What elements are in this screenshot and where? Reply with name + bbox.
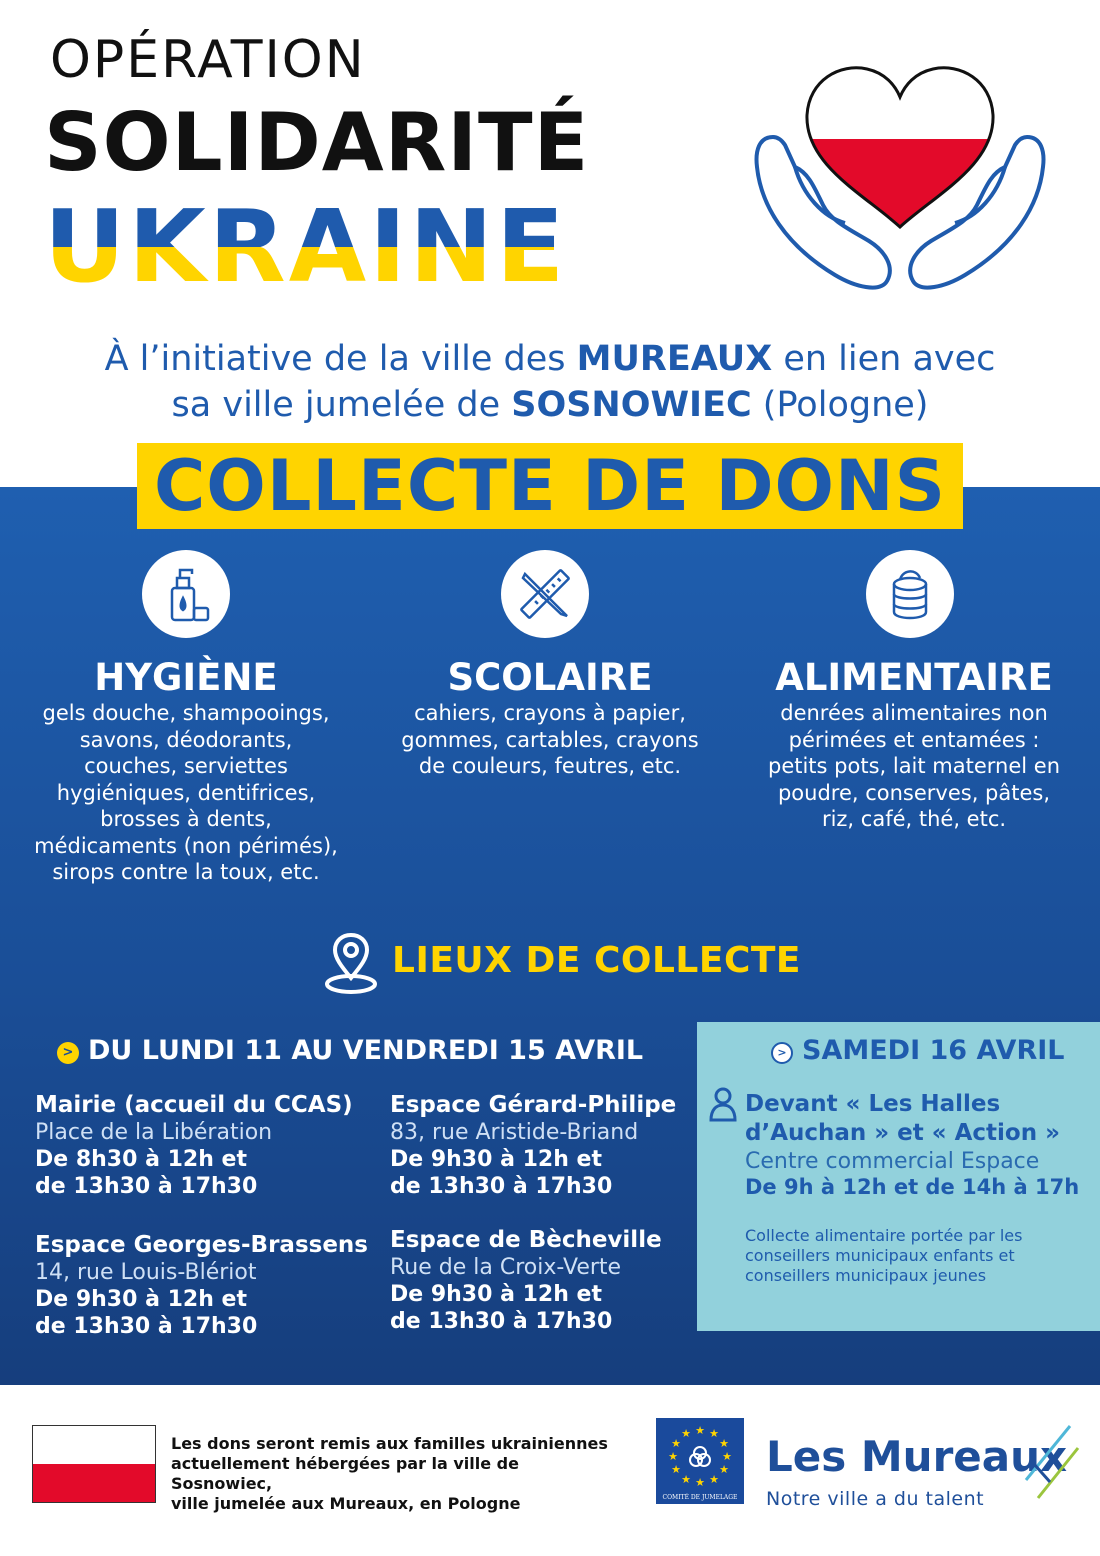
svg-text:★: ★ bbox=[671, 1437, 681, 1450]
soap-bottle-icon bbox=[142, 550, 230, 638]
saturday-note: Collecte alimentaire portée par les conseillers municipaux enfants et conseillers municipaux jeunes bbox=[745, 1226, 1023, 1285]
saturday-title: SAMEDI 16 AVRIL bbox=[802, 1035, 1065, 1066]
title-operation: OPÉRATION bbox=[50, 30, 366, 90]
title-ukraine: UKRAINE bbox=[44, 188, 568, 305]
svg-text:★: ★ bbox=[709, 1473, 719, 1486]
pencil-ruler-icon bbox=[501, 550, 589, 638]
svg-text:★: ★ bbox=[668, 1450, 678, 1463]
svg-text:★: ★ bbox=[719, 1463, 729, 1476]
location-pin-icon bbox=[323, 932, 379, 996]
saturday-place: Devant « Les Halles d’Auchan » et « Action » bbox=[745, 1091, 1060, 1146]
eu-caption: COMITÉ DE JUMELAGE bbox=[662, 1494, 738, 1501]
city-sosnowiec: SOSNOWIEC bbox=[511, 385, 752, 425]
week-title: DU LUNDI 11 AU VENDREDI 15 AVRIL bbox=[88, 1035, 644, 1066]
svg-text:★: ★ bbox=[709, 1427, 719, 1440]
collecte-banner bbox=[137, 443, 963, 529]
category-title-hygiene: HYGIÈNE bbox=[94, 656, 278, 699]
svg-text:★: ★ bbox=[681, 1427, 691, 1440]
saturday-center: Centre commercial Espace bbox=[745, 1149, 1040, 1174]
category-desc-alimentaire: denrées alimentaires non périmées et entamées : petits pots, lait maternel en poudre, conserves, pâtes, riz, café, thé, etc. bbox=[767, 701, 1061, 831]
svg-text:★: ★ bbox=[695, 1476, 705, 1489]
city-mureaux: MUREAUX bbox=[576, 339, 773, 379]
place-gerard-philipe: Espace Gérard-Philipe 83, rue Aristide-Briand De 9h30 à 12h et de 13h30 à 17h30 bbox=[390, 1092, 677, 1199]
eu-stars-icon bbox=[656, 1418, 744, 1492]
place-becheville: Espace de Bècheville Rue de la Croix-Verte De 9h30 à 12h et de 13h30 à 17h30 bbox=[390, 1227, 662, 1334]
place-mairie: Mairie (accueil du CCAS) Place de la Libération De 8h30 à 12h et de 13h30 à 17h30 bbox=[35, 1092, 353, 1199]
lieux-title: LIEUX DE COLLECTE bbox=[392, 940, 802, 981]
chevron-right-icon: > bbox=[57, 1042, 79, 1064]
title-solidarite: SOLIDARITÉ bbox=[44, 96, 590, 189]
category-desc-scolaire: cahiers, crayons à papier, gommes, cartables, crayons de couleurs, feutres, etc. bbox=[401, 701, 699, 778]
food-can-icon bbox=[866, 550, 954, 638]
person-icon bbox=[707, 1086, 739, 1122]
heart-hands-icon bbox=[745, 55, 1055, 300]
svg-text:★: ★ bbox=[671, 1463, 681, 1476]
place-georges-brassens: Espace Georges-Brassens 14, rue Louis-Blériot De 9h30 à 12h et de 13h30 à 17h30 bbox=[35, 1232, 368, 1339]
comite-jumelage-logo bbox=[656, 1418, 744, 1504]
footer-note: Les dons seront remis aux familles ukrainiennes actuellement hébergées par la ville de Sosnowiec, ville jumelée aux Mureaux, en Pologne bbox=[171, 1434, 608, 1513]
category-title-scolaire: SCOLAIRE bbox=[447, 656, 653, 699]
brand-name: Les Mureaux bbox=[766, 1432, 1068, 1481]
poland-flag bbox=[32, 1425, 156, 1503]
chevron-right-icon: > bbox=[771, 1042, 793, 1064]
category-desc-hygiene: gels douche, shampooings, savons, déodorants, couches, serviettes hygiéniques, dentifrices, brosses à dents, médicaments (non périmés), sirops contre la toux, etc. bbox=[34, 701, 338, 884]
saturday-hours: De 9h à 12h et de 14h à 17h bbox=[745, 1175, 1080, 1199]
banner-title: COLLECTE DE DONS bbox=[153, 445, 947, 527]
svg-text:★: ★ bbox=[722, 1450, 732, 1463]
category-title-alimentaire: ALIMENTAIRE bbox=[775, 656, 1053, 699]
svg-text:★: ★ bbox=[719, 1437, 729, 1450]
brand-tagline: Notre ville a du talent bbox=[766, 1488, 985, 1510]
intro-text: À l’initiative de la ville des MUREAUX en lien avec sa ville jumelée de SOSNOWIEC (Pologne) bbox=[104, 339, 996, 425]
svg-text:★: ★ bbox=[695, 1424, 705, 1437]
svg-text:★: ★ bbox=[681, 1473, 691, 1486]
brand-mark-icon bbox=[1020, 1418, 1080, 1508]
